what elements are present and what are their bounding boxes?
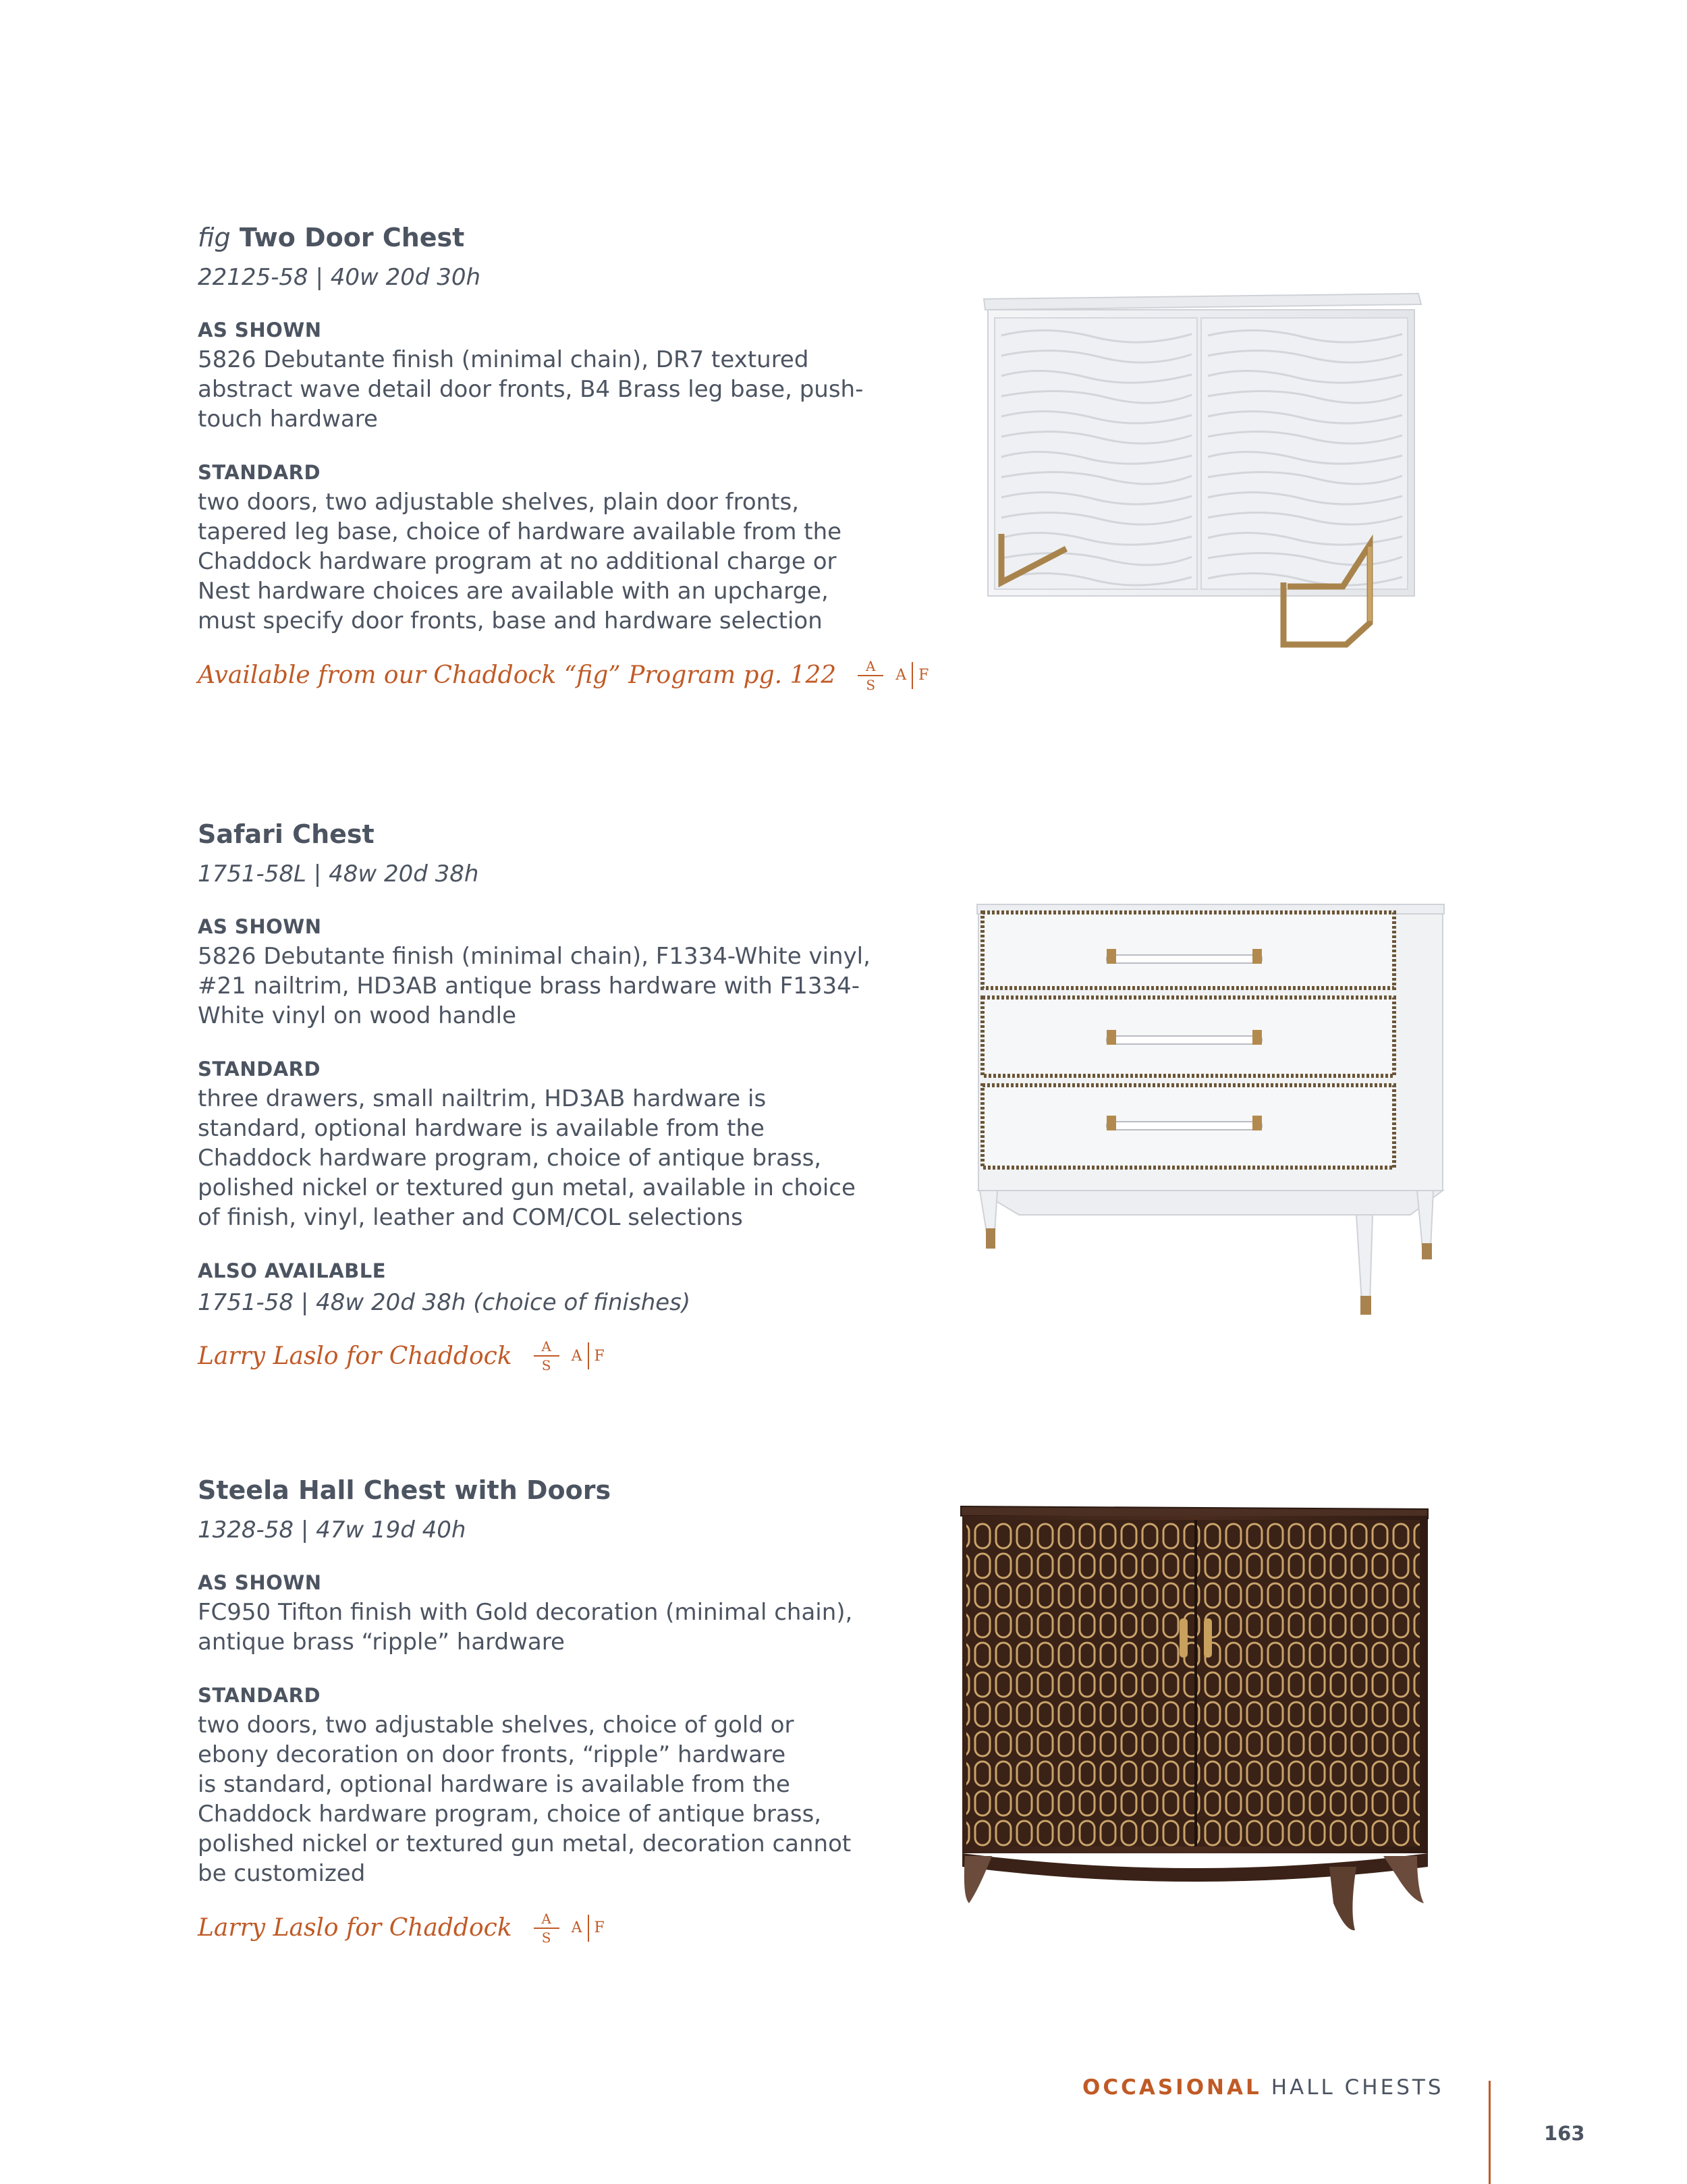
- standard-line: standard, optional hardware is available from the: [198, 1114, 765, 1142]
- standard-line: of finish, vinyl, leather and COM/COL selections: [198, 1203, 743, 1231]
- standard-line: Chaddock hardware program, choice of antique brass,: [198, 1800, 822, 1828]
- standard-text: [198, 1710, 920, 1888]
- page-number: 163: [1544, 2122, 1585, 2145]
- standard-line: Chaddock hardware program at no additional charge or: [198, 547, 837, 575]
- steela-hall-chest-image: [951, 1492, 1437, 1944]
- also-available-label: ALSO AVAILABLE: [198, 1259, 387, 1282]
- fig-two-door-chest-image: [972, 280, 1444, 658]
- a-over-s-mark: $\frac{A}{S}$: [858, 659, 883, 692]
- standard-line: tapered leg base, choice of hardware available from the: [198, 518, 842, 545]
- designer-text: Larry Laslo for Chaddock: [198, 1914, 512, 1942]
- as-shown-line: #21 nailtrim, HD3AB antique brass hardware with F1334-: [198, 972, 860, 1000]
- designer-credit: [198, 657, 929, 693]
- standard-line: two doors, two adjustable shelves, choice of gold or: [198, 1711, 794, 1739]
- product-title: Steela Hall Chest with Doors: [198, 1475, 611, 1505]
- as-shown-text: [198, 345, 920, 434]
- also-available-text: 1751-58 | 48w 20d 38h (choice of finishes): [198, 1289, 691, 1317]
- safari-chest-image: [972, 898, 1451, 1316]
- title-text: Two Door Chest: [239, 223, 465, 252]
- standard-label: STANDARD: [198, 1683, 321, 1707]
- designer-text: Larry Laslo for Chaddock: [198, 1342, 512, 1370]
- as-shown-text: [198, 1598, 920, 1657]
- as-shown-label: AS SHOWN: [198, 319, 322, 342]
- as-shown-line: touch hardware: [198, 405, 378, 433]
- standard-line: three drawers, small nailtrim, HD3AB hardware is: [198, 1085, 767, 1112]
- standard-line: two doors, two adjustable shelves, plain door fronts,: [198, 488, 800, 516]
- product-title: Safari Chest: [198, 819, 375, 849]
- standard-line: polished nickel or textured gun metal, available in choice: [198, 1174, 856, 1201]
- standard-line: is standard, optional hardware is available from the: [198, 1770, 790, 1798]
- product-fig-two-door-chest: [198, 223, 929, 693]
- standard-line: Chaddock hardware program, choice of antique brass,: [198, 1144, 822, 1172]
- footer-category: OCCASIONAL: [1082, 2075, 1262, 2100]
- as-shown-label: AS SHOWN: [198, 1571, 322, 1595]
- designer-credit: [198, 1911, 920, 1945]
- standard-label: STANDARD: [198, 1057, 321, 1081]
- footer-divider: [1489, 2081, 1491, 2184]
- standard-line: ebony decoration on door fronts, “ripple” hardware: [198, 1741, 786, 1768]
- title-prefix: fig: [198, 223, 231, 252]
- as-shown-line: abstract wave detail door fronts, B4 Brass leg base, push-: [198, 375, 864, 403]
- standard-text: [198, 1084, 920, 1232]
- as-shown-text: [198, 941, 920, 1031]
- standard-line: must specify door fronts, base and hardware selection: [198, 607, 823, 634]
- as-af-badge: [534, 1339, 605, 1373]
- a-f-mark: A F: [572, 1915, 605, 1942]
- as-af-badge: [534, 1911, 605, 1945]
- product-safari-chest: [198, 819, 920, 1373]
- as-shown-line: White vinyl on wood handle: [198, 1002, 516, 1029]
- as-af-badge: [858, 659, 929, 692]
- designer-credit: [198, 1339, 920, 1373]
- standard-line: polished nickel or textured gun metal, decoration cannot: [198, 1830, 852, 1857]
- designer-text: Available from our Chaddock “fig” Program pg. 122: [198, 661, 837, 690]
- a-f-mark: A F: [895, 662, 929, 689]
- standard-text: [198, 487, 920, 636]
- section-footer: [1082, 2075, 1444, 2100]
- standard-line: be customized: [198, 1859, 366, 1887]
- as-shown-label: AS SHOWN: [198, 915, 322, 939]
- a-over-s-mark: $\frac{A}{S}$: [534, 1339, 559, 1373]
- product-title: [198, 223, 920, 254]
- product-steela-hall-chest: [198, 1475, 920, 1945]
- product-code: 1328-58 | 47w 19d 40h: [198, 1516, 466, 1544]
- a-over-s-mark: $\frac{A}{S}$: [534, 1911, 559, 1945]
- product-code: 22125-58 | 40w 20d 30h: [198, 263, 481, 291]
- standard-label: STANDARD: [198, 460, 321, 484]
- as-shown-line: antique brass “ripple” hardware: [198, 1628, 565, 1656]
- footer-subcategory: HALL CHESTS: [1271, 2075, 1444, 2100]
- as-shown-line: FC950 Tifton finish with Gold decoration (minimal chain),: [198, 1598, 853, 1626]
- as-shown-line: 5826 Debutante finish (minimal chain), DR7 textured: [198, 346, 809, 373]
- product-code: 1751-58L | 48w 20d 38h: [198, 860, 479, 888]
- as-shown-line: 5826 Debutante finish (minimal chain), F1334-White vinyl,: [198, 942, 870, 970]
- standard-line: Nest hardware choices are available with an upcharge,: [198, 577, 829, 605]
- a-f-mark: A F: [572, 1342, 605, 1369]
